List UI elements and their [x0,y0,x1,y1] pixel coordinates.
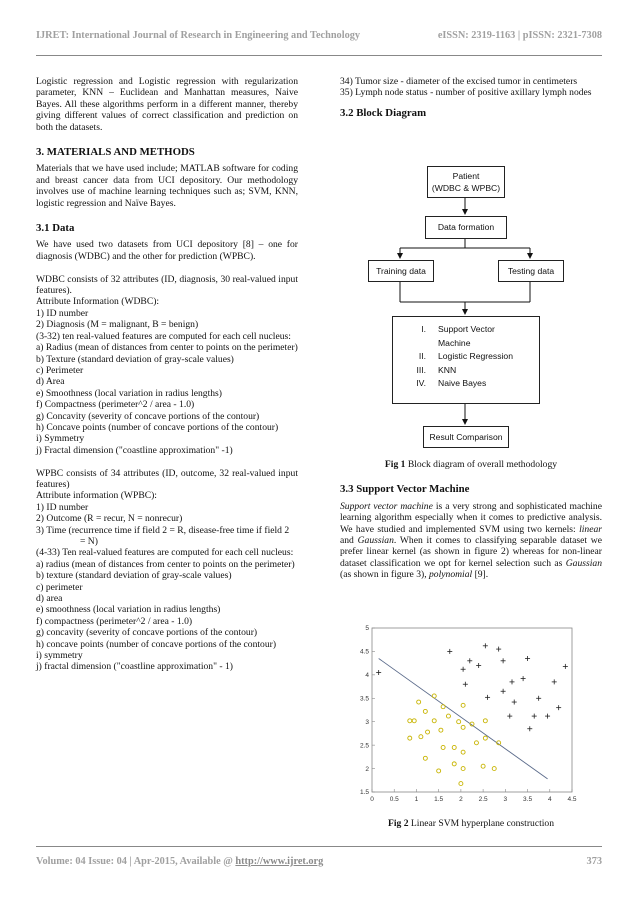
section-3-text: Materials that we have used include; MATLAB software for coding and breast cancer data from UCI depository. Our methodology involves use of machine learning techniques such as; SVM, KNN, logistic regression and Naïve Bayes. [36,163,298,209]
wpbc-time: 3) Time (recurrence time if field 2 = R, disease-free time if field 2 [36,524,290,536]
wdbc-radius: a) Radius (mean of distances from center to points on the perimeter) [36,342,298,354]
wpbc-concave: h) concave points (number of concave portions of the contour) [36,638,277,650]
volume-info: Volume: 04 Issue: 04 | Apr-2015, Available @ http://www.ijret.org [36,856,324,867]
x-tick-label: 2 [459,796,463,803]
wpbc-attr: b) texture (standard deviation of gray-scale values) [36,570,232,582]
issn: eISSN: 2319-1163 | pISSN: 2321-7308 [437,30,602,41]
plot-area [372,628,572,792]
journal-link[interactable]: http://www.ijret.org [235,856,324,867]
algorithm-item: I. Support Vector [421,324,495,334]
wdbc-features: (3-32) ten real-valued features are computed for each cell nucleus: [36,330,291,342]
block-diagram [360,166,582,456]
item-35: 35) Lymph node status - number of positive axillary lymph nodes [340,87,592,99]
wdbc-attr: j) Fractal dimension ("coastline approximation" -1) [36,444,233,456]
wdbc-attr: i) Symmetry [36,433,85,445]
data-formation-label: Data formation [437,222,495,232]
wdbc-line: 2) Diagnosis (M = malignant, B = benign) [36,319,199,331]
section-3-2-heading: 3.2 Block Diagram [340,106,427,119]
x-tick-label: 3 [503,796,508,803]
wpbc-attr: d) area [36,593,63,605]
y-tick-label: 3 [365,718,369,726]
wdbc-concave: h) Concave points (number of concave portions of the contour) [36,421,279,433]
fig-1-caption: Fig 1 Block diagram of overall methodology [384,459,558,470]
wdbc-attr: d) Area [36,376,65,388]
section-3-3-heading: 3.3 Support Vector Machine [340,483,470,496]
wpbc-line: Attribute information (WPBC): [36,490,157,502]
right-column [340,76,602,119]
y-tick-label: 3.5 [359,695,369,703]
wdbc-attr: c) Perimeter [36,364,84,376]
x-tick-label: 2.5 [478,796,488,803]
running-header [36,30,602,41]
section-3-1-text: We have used two datasets from UCI depository [8] – one for diagnosis (WDBC) and the other for prediction (WPBC). [36,239,298,262]
wdbc-attr: f) Compactness (perimeter^2 / area - 1.0) [36,399,195,411]
y-tick-label: 2.5 [359,742,369,750]
wpbc-line: 2) Outcome (R = recur, N = nonrecur) [36,513,183,525]
x-tick-label: 0 [370,796,374,803]
section-3-1-heading: 3.1 Data [36,222,75,235]
x-tick-label: 0.5 [389,796,399,803]
testing-data-label: Testing data [507,266,555,276]
x-tick-label: 1 [414,796,419,803]
x-tick-label: 1.5 [434,796,444,803]
y-tick-label: 4 [365,672,369,680]
y-tick-label: 5 [365,625,369,633]
algorithm-item: IV. Naive Bayes [416,378,487,389]
right-column-lower [340,459,602,581]
wpbc-attr: g) concavity (severity of concave portions of the contour) [36,627,258,639]
training-data-box [368,260,434,282]
wdbc-intro: WDBC consists of 32 attributes (ID, diagnosis, 30 real-valued input features). [36,273,298,297]
training-data-label: Training data [376,266,426,276]
algorithms-list [396,323,513,391]
algorithm-item: II. Logistic Regression [418,351,513,362]
diagram-connectors [360,166,582,456]
item-34: 34) Tumor size - diameter of the excised tumor in centimeters [340,76,578,87]
wdbc-line: Attribute Information (WDBC): [36,296,160,308]
wpbc-attr: i) symmetry [36,650,83,662]
wpbc-features: (4-33) Ten real-valued features are computed for each cell nucleus: [36,547,294,559]
wpbc-attr: c) perimeter [36,581,83,593]
wpbc-line: 1) ID number [36,501,89,513]
section-3-heading: 3. MATERIALS AND METHODS [36,146,195,159]
x-tick-label: 4.5 [567,796,577,803]
patient-label: Patient [452,171,480,181]
wdbc-line: 1) ID number [36,307,89,319]
y-tick-label: 2 [365,765,369,773]
running-footer [36,856,602,867]
y-tick-label: 4.5 [359,648,369,656]
wpbc-radius: a) radius (mean of distances from center to points on the perimeter) [36,558,295,570]
wpbc-attr: f) compactness (perimeter^2 / area - 1.0) [36,615,193,627]
result-comparison-label: Result Comparison [429,432,503,442]
wpbc-time-cont: = N) [80,536,98,547]
wdbc-attr: g) Concavity (severity of concave portions of the contour) [36,410,260,422]
algorithm-item: III. KNN [416,364,457,375]
wpbc-intro: WPBC consists of 34 attributes (ID, outcome, 32 real-valued input features) [36,467,298,490]
patient-box [427,166,505,198]
wdbc-attr: b) Texture (standard deviation of gray-scale values) [36,353,234,365]
result-comparison-box [423,426,509,448]
wdbc-attr: e) Smoothness (local variation in radius lengths) [36,387,222,399]
intro-paragraph: Logistic regression and Logistic regression with regularization parameter, KNN – Euclidean and Manhattan measures, Naive Bayes. All these algorithms perform in a different manner, thereby giving different values of correct classification and prediction on both the datasets. [36,76,298,133]
page-number: 373 [586,856,602,867]
svm-scatter-plot [352,622,592,812]
wpbc-attr: e) smoothness (local variation in radius lengths) [36,604,221,616]
journal-title: IJRET: International Journal of Research in Engineering and Technology [36,30,361,41]
y-tick-label: 1.5 [359,789,369,797]
footer-rule [36,846,602,847]
x-tick-label: 4 [547,796,552,803]
x-tick-label: 3.5 [523,796,533,803]
fig-2-caption: Fig 2 Linear SVM hyperplane construction [388,818,554,829]
left-column [36,76,298,673]
wpbc-attr: j) fractal dimension ("coastline approximation" - 1) [36,661,233,673]
data-formation-box [425,216,507,239]
header-rule [36,55,602,56]
svm-paragraph: Support vector machine is a very strong and sophisticated machine learning algorithm especially when it comes to predictive analysis. We have studied and implemented SVM using two kernels: linear and Gaussian. When it comes to classifying separable dataset we prefer linear kernel (as shown in figure 2) whereas for non-linear dataset classification we opt for kernel selection such as Gaussian (as shown in figure 3), polynomial [9]. [340,500,602,581]
patient-sub-label: (WDBC & WPBC) [431,183,501,193]
algorithm-item: Machine [438,337,471,348]
testing-data-box [498,260,564,282]
